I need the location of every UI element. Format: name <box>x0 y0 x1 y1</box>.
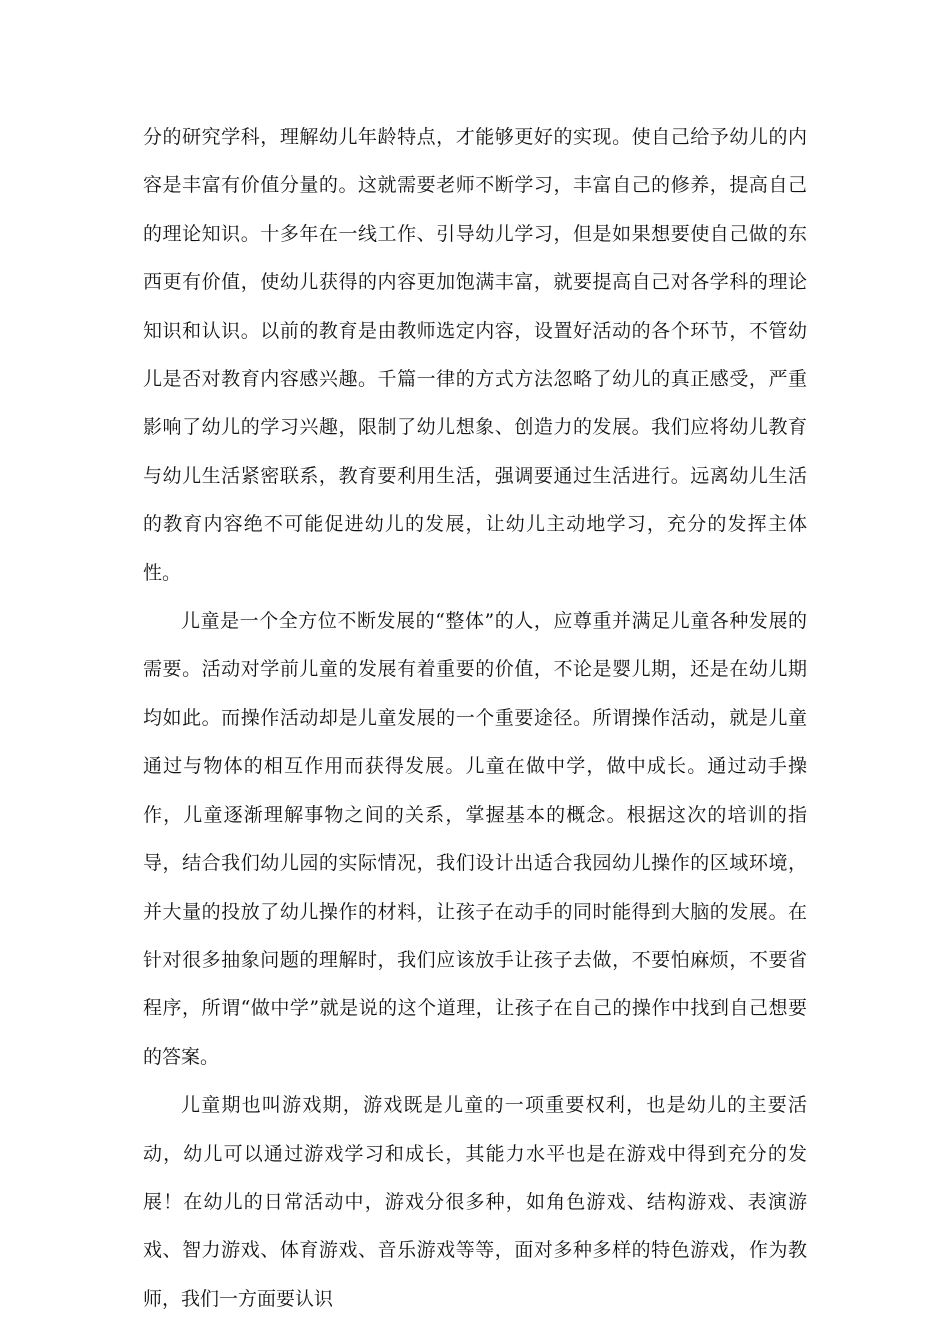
paragraph-2: 儿童是一个全方位不断发展的“整体”的人，应尊重并满足儿童各种发展的需要。活动对学前儿童的发展有着重要的价值，不论是婴儿期，还是在幼儿期均如此。而操作活动却是儿童发展的一个重要途径。所谓操作活动，就是儿童通过与物体的相互作用而获得发展。儿童在做中学，做中成长。通过动手操作，儿童逐渐理解事物之间的关系，掌握基本的概念。根据这次的培训的指导，结合我们幼儿园的实际情况，我们设计出适合我园幼儿操作的区域环境，并大量的投放了幼儿操作的材料，让孩子在动手的同时能得到大脑的发展。在针对很多抽象问题的理解时，我们应该放手让孩子去做，不要怕麻烦，不要省程序，所谓“做中学”就是说的这个道理，让孩子在自己的操作中找到自己想要的答案。 <box>143 610 807 1068</box>
document-body <box>143 113 807 1323</box>
paragraph-1-continuation: 分的研究学科，理解幼儿年龄特点，才能够更好的实现。使自己给予幼儿的内容是丰富有价值分量的。这就需要老师不断学习，丰富自己的修养，提高自己的理论知识。十多年在一线工作、引导幼儿学习，但是如果想要使自己做的东西更有价值，使幼儿获得的内容更加饱满丰富，就要提高自己对各学科的理论知识和认识。以前的教育是由教师选定内容，设置好活动的各个环节，不管幼儿是否对教育内容感兴趣。千篇一律的方式方法忽略了幼儿的真正感受，严重影响了幼儿的学习兴趣，限制了幼儿想象、创造力的发展。我们应将幼儿教育与幼儿生活紧密联系，教育要利用生活，强调要通过生活进行。远离幼儿生活的教育内容绝不可能促进幼儿的发展，让幼儿主动地学习，充分的发挥主体性。 <box>143 126 807 584</box>
paragraph-3: 儿童期也叫游戏期，游戏既是儿童的一项重要权利，也是幼儿的主要活动，幼儿可以通过游戏学习和成长，其能力水平也是在游戏中得到充分的发展！在幼儿的日常活动中，游戏分很多种，如角色游戏、结构游戏、表演游戏、智力游戏、体育游戏、音乐游戏等等，面对多种多样的特色游戏，作为教师，我们一方面要认识 <box>143 1094 807 1310</box>
